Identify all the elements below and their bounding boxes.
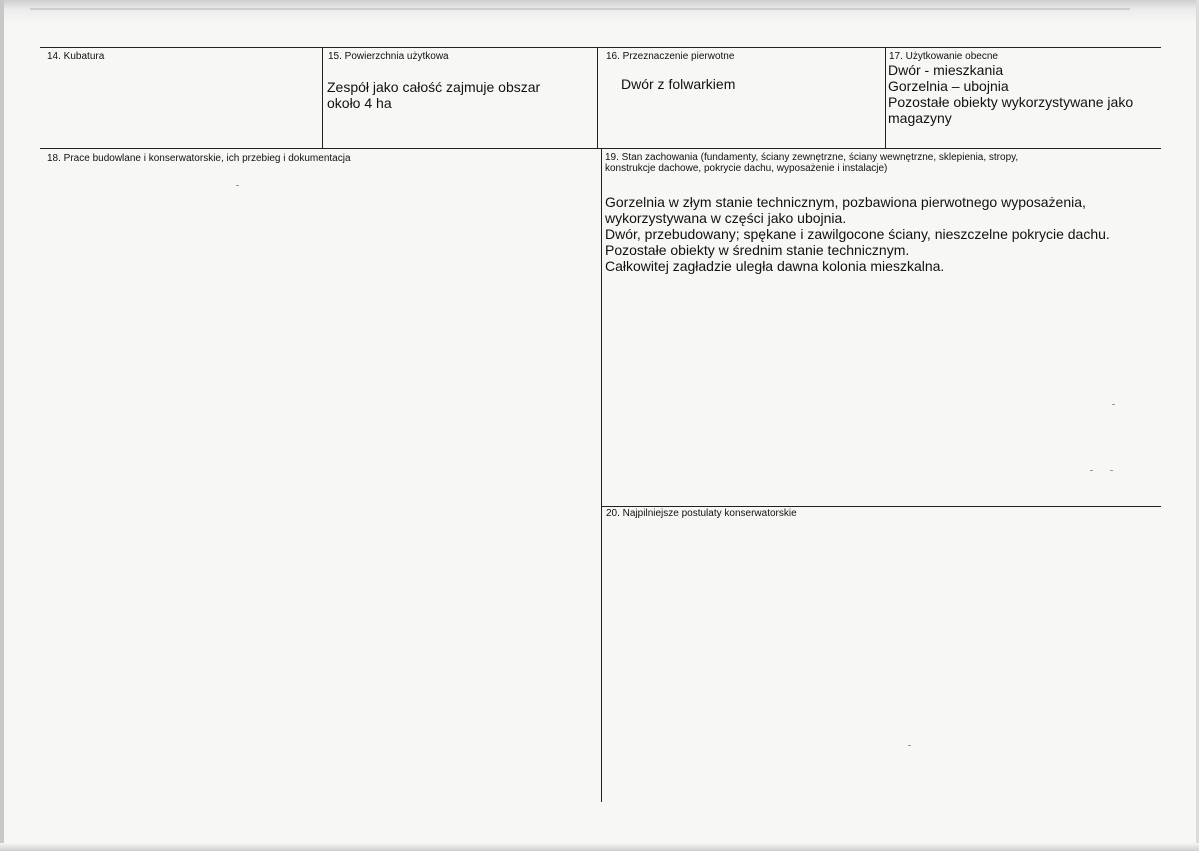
field-19-line-5: Całkowitej zagładzie uległa dawna kolonia mieszkalna. (605, 258, 945, 274)
field-19-line-3: Dwór, przebudowany; spękane i zawilgocone ściany, nieszczelne pokrycie dachu. (605, 226, 1110, 242)
row1-top-border (40, 47, 1161, 48)
divider-18-19 (601, 148, 602, 802)
scan-speck (908, 745, 911, 746)
field-17-label: 17. Użytkowanie obecne (889, 51, 998, 62)
field-18-label: 18. Prace budowlane i konserwatorskie, ich przebieg i dokumentacja (47, 153, 351, 164)
field-17-line-1: Dwór - mieszkania (888, 62, 1004, 78)
field-19-value (605, 194, 1110, 274)
scan-top-edge (0, 0, 1199, 24)
field-19-line-1: Gorzelnia w złym stanie technicznym, pozbawiona pierwotnego wyposażenia, (605, 194, 1086, 210)
scan-speck (1110, 470, 1113, 471)
field-16-value: Dwór z folwarkiem (621, 76, 736, 92)
field-15-label: 15. Powierzchnia użytkowa (328, 51, 449, 62)
field-19-label (605, 152, 1018, 174)
field-17-line-3: Pozostałe obiekty wykorzystywane jako (888, 94, 1134, 110)
field-17-line-2: Gorzelnia – ubojnia (888, 78, 1009, 94)
section20-top-border (601, 506, 1161, 507)
scan-speck (236, 185, 239, 186)
scan-left-edge (0, 0, 4, 851)
scan-streak (30, 8, 1130, 10)
divider-14-15 (322, 47, 323, 148)
field-17-line-4: magazyny (888, 110, 952, 126)
field-15-value (327, 79, 540, 111)
field-19-line-4: Pozostałe obiekty w średnim stanie technicznym. (605, 242, 910, 258)
divider-16-17 (885, 47, 886, 148)
field-17-value (888, 62, 1133, 126)
scan-bottom-edge (0, 843, 1199, 851)
field-20-label: 20. Najpilniejsze postulaty konserwatorskie (606, 508, 797, 519)
field-19-line-2: wykorzystywana w części jako ubojnia. (605, 210, 847, 226)
scan-speck (1090, 470, 1093, 471)
divider-15-16 (597, 47, 598, 148)
field-15-line-2: około 4 ha (327, 95, 392, 111)
field-19-label-line-2: konstrukcje dachowe, pokrycie dachu, wyposażenie i instalacje) (605, 163, 888, 174)
field-19-label-line-1: 19. Stan zachowania (fundamenty, ściany zewnętrzne, ściany wewnętrzne, sklepienia, stropy, (605, 152, 1019, 163)
scan-speck (1112, 404, 1115, 405)
field-14-label: 14. Kubatura (47, 51, 105, 62)
field-16-label: 16. Przeznaczenie pierwotne (606, 51, 735, 62)
field-15-line-1: Zespół jako całość zajmuje obszar (327, 79, 541, 95)
